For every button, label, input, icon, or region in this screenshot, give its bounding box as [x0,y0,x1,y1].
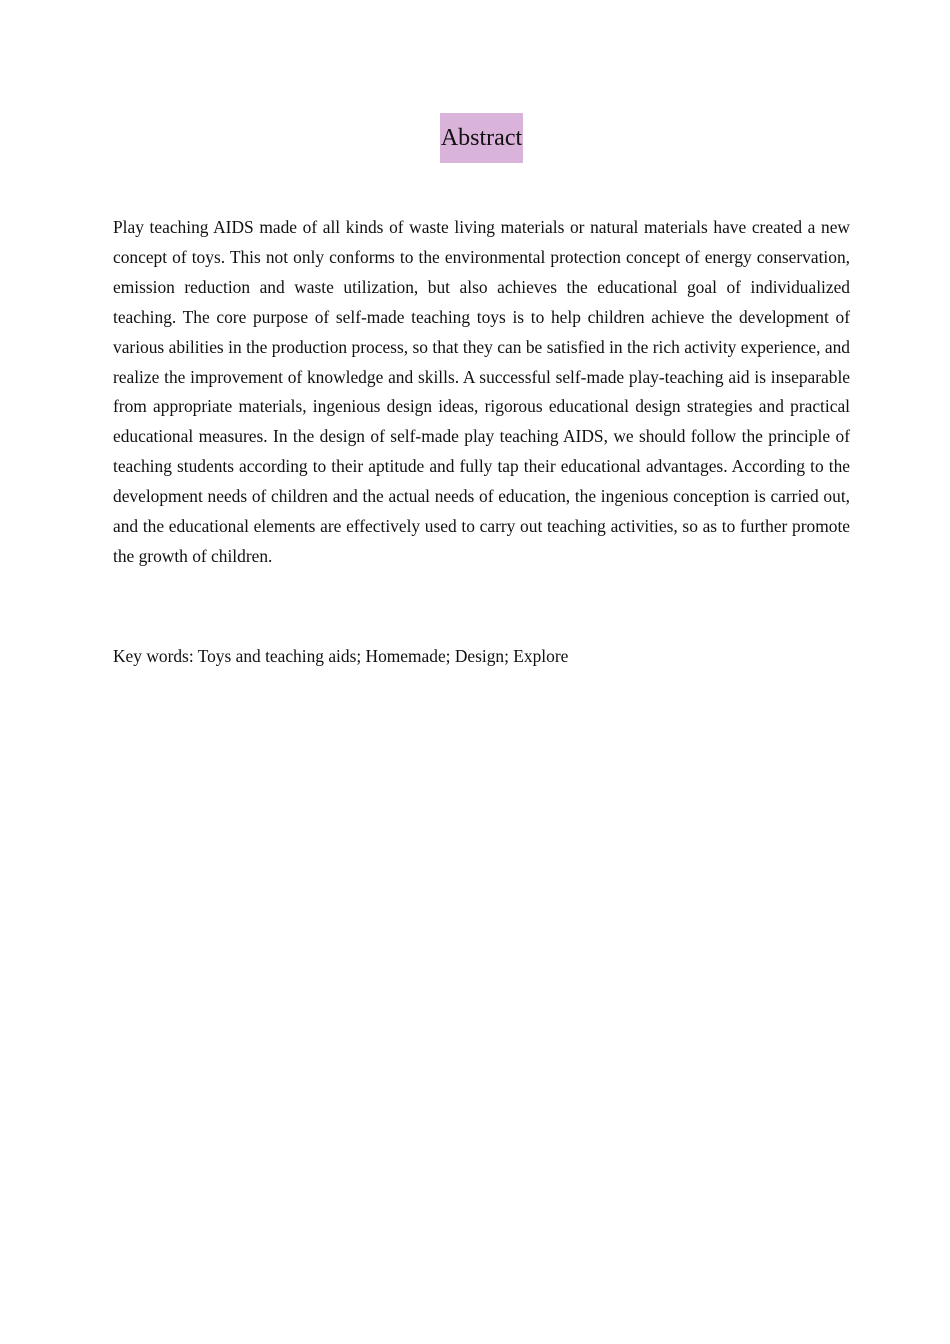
abstract-title: Abstract [440,113,523,163]
title-container [0,113,950,163]
abstract-body: Play teaching AIDS made of all kinds of waste living materials or natural materials have created a new concept of toys. This not only conforms to the environmental protection concept of energy conservation, emission reduction and waste utilization, but also achieves the educational goal of individualized teaching. The core purpose of self-made teaching toys is to help children achieve the development of various abilities in the production process, so that they can be satisfied in the rich activity experience, and realize the improvement of knowledge and skills. A successful self-made play-teaching aid is inseparable from appropriate materials, ingenious design ideas, rigorous educational design strategies and practical educational measures. In the design of self-made play teaching AIDS, we should follow the principle of teaching students according to their aptitude and fully tap their educational advantages. According to the development needs of children and the actual needs of education, the ingenious conception is carried out, and the educational elements are effectively used to carry out teaching activities, so as to further promote the growth of children. [113,217,850,566]
keywords-line: Key words: Toys and teaching aids; Homemade; Design; Explore [113,646,569,666]
